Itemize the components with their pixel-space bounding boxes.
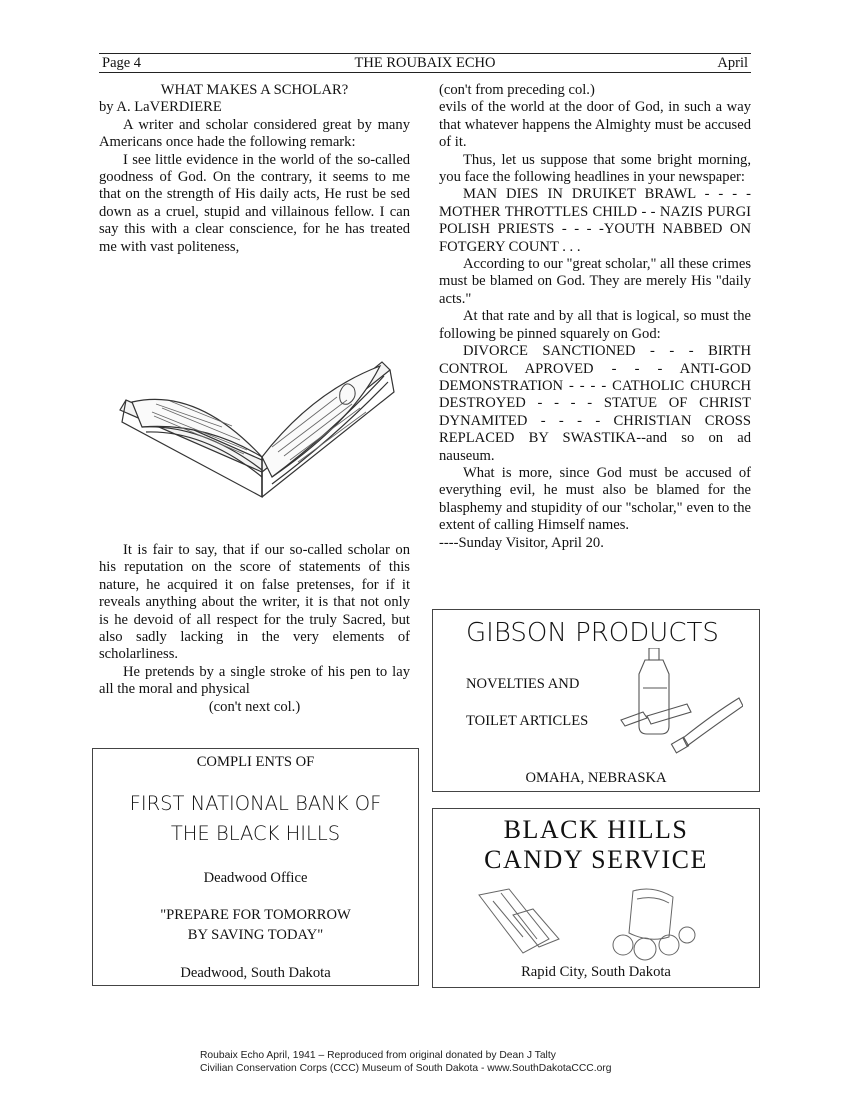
candy-line1: BLACK HILLS xyxy=(503,815,689,844)
gibson-advertisement xyxy=(432,609,760,792)
newspaper-title: THE ROUBAIX ECHO xyxy=(354,55,496,71)
article-left-continued xyxy=(99,542,410,716)
continued-next-note: (con't next col.) xyxy=(208,698,301,715)
article-paragraph: Thus, let us suppose that some bright morning, you face the following headlines in your newspaper: xyxy=(439,151,751,186)
issue-month: April xyxy=(717,55,748,71)
article-title: WHAT MAKES A SCHOLAR? xyxy=(160,82,349,98)
article-paragraph: evils of the world at the door of God, in such a way that whatever happens the Almighty must be accused of it. xyxy=(439,99,751,151)
toiletries-illustration xyxy=(613,648,743,758)
article-source: ----Sunday Visitor, April 20. xyxy=(439,534,604,551)
article-left-column xyxy=(99,82,410,256)
article-paragraph: It is fair to say, that if our so-called scholar on his reputation on the score of statements of this nature, he acquired it on false pretenses, for if it reveals anything about the writer, it is that not only is he devoid of all respect for the truly Sacred, but also sadly lacking in the very elements of scholarliness. xyxy=(99,542,410,663)
gibson-name: GIBSON PRODUCTS xyxy=(466,618,719,648)
article-paragraph: A writer and scholar considered great by many Americans once hade the following remark: xyxy=(99,116,410,151)
headlines-paragraph: MAN DIES IN DRUIKET BRAWL - - - - MOTHER THROTTLES CHILD - - NAZIS PURGI POLISH PRIESTS - - - -YOUTH NABBED ON FOTGERY COUNT . . . xyxy=(439,186,751,255)
bank-ad-compliments: COMPLI ENTS OF xyxy=(196,754,315,770)
bank-advertisement xyxy=(92,748,419,986)
open-book-illustration xyxy=(112,352,397,537)
article-paragraph: He pretends by a single stroke of his pen to lay all the moral and physical xyxy=(99,663,410,698)
article-right-column xyxy=(439,82,751,552)
continued-from-note: (con't from preceding col.) xyxy=(439,82,595,98)
article-paragraph: I see little evidence in the world of the so-called goodness of God. On the contrary, it seems to me that on the strength of His daily acts, He rust be sed down as a cruel, stupid and villainous fellow. I can say this with a clear conscience, for he has treated me with vast politeness, xyxy=(99,151,410,255)
headlines-paragraph: DIVORCE SANCTIONED - - - BIRTH CONTROL APROVED - - - ANTI-GOD DEMONSTRATION - - - - CATHOLIC CHURCH DESTROYED - - - - STATUE OF CHRIST DYNAMITED - - - - CHRISTIAN CROSS REPLACED BY SWASTIKA--and so on ad nauseum. xyxy=(439,343,751,464)
page-number: Page 4 xyxy=(102,55,142,71)
article-paragraph: At that rate and by all that is logical, so must the following be pinned squarely on God: xyxy=(439,308,751,342)
candy-line2: CANDY SERVICE xyxy=(484,845,708,874)
bank-office: Deadwood Office xyxy=(203,870,308,886)
candy-advertisement xyxy=(432,808,760,988)
bank-slogan-line1: "PREPARE FOR TOMORROW xyxy=(160,907,351,923)
candy-illustration xyxy=(473,885,723,965)
article-byline: by A. LaVERDIERE xyxy=(99,99,222,116)
gibson-line1: NOVELTIES AND xyxy=(466,676,580,692)
gibson-location: OMAHA, NEBRASKA xyxy=(525,770,667,786)
article-paragraph: What is more, since God must be accused of everything evil, he must also be blamed for the blasphemy and stupidity of our "scholar," even to the extent of calling Himself names. xyxy=(439,464,751,534)
page-footer xyxy=(200,1049,611,1075)
page-header xyxy=(99,53,751,73)
footer-line2: Civilian Conservation Corps (CCC) Museum of South Dakota - www.SouthDakotaCCC.org xyxy=(200,1063,612,1074)
gibson-line2: TOILET ARTICLES xyxy=(466,713,589,729)
bank-slogan-line2: BY SAVING TODAY" xyxy=(187,927,324,943)
candy-location: Rapid City, South Dakota xyxy=(521,964,671,980)
footer-line1: Roubaix Echo April, 1941 – Reproduced from original donated by Dean J Talty xyxy=(200,1050,556,1061)
bank-location: Deadwood, South Dakota xyxy=(180,965,331,981)
article-paragraph: According to our "great scholar," all these crimes must be blamed on God. They are merely His "daily acts." xyxy=(439,256,751,307)
bank-name-line1: FIRST NATIONAL BANK OF xyxy=(129,792,382,815)
bank-name-line2: THE BLACK HILLS xyxy=(170,822,341,845)
